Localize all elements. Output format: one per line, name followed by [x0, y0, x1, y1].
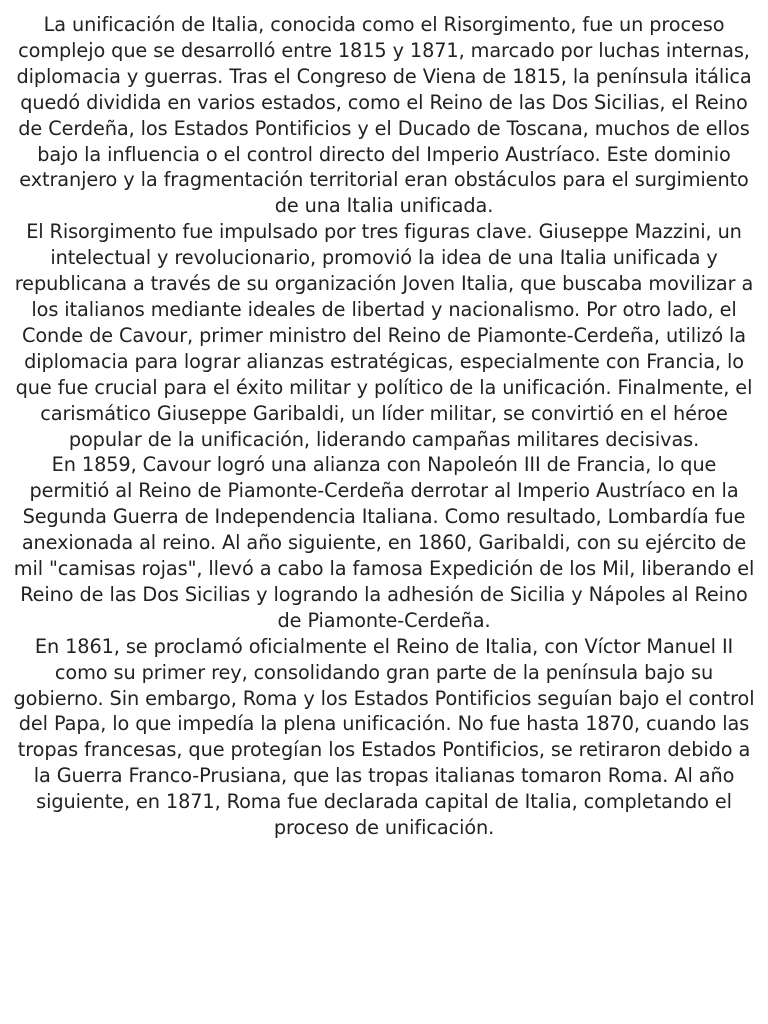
- paragraph-key-figures: El Risorgimento fue impulsado por tres figuras clave. Giuseppe Mazzini, un intelectual y revolucionario, promovió la idea de una Italia unificada y republicana a través de su organización Joven Italia, que buscaba movilizar a los italianos mediante ideales de libertad y nacionalismo. Por otro lado, el Conde de Cavour, primer ministro del Reino de Piamonte-Cerdeña, utilizó la diplomacia para lograr alianzas estratégicas, especialmente con Francia, lo que fue crucial para el éxito militar y político de la unificación. Finalmente, el carismático Giuseppe Garibaldi, un líder militar, se convirtió en el héroe popular de la unificación, liderando campañas militares decisivas.: [14, 220, 754, 451]
- document-body: [10, 12, 758, 841]
- paragraph-intro: La unificación de Italia, conocida como el Risorgimento, fue un proceso complejo que se desarrolló entre 1815 y 1871, marcado por luchas internas, diplomacia y guerras. Tras el Congreso de Viena de 1815, la península itálica quedó dividida en varios estados, como el Reino de las Dos Sicilias, el Reino de Cerdeña, los Estados Pontificios y el Ducado de Toscana, muchos de ellos bajo la influencia o el control directo del Imperio Austríaco. Este dominio extranjero y la fragmentación territorial eran obstáculos para el surgimiento de una Italia unificada.: [16, 13, 752, 218]
- paragraph-1859-1860: En 1859, Cavour logró una alianza con Napoleón III de Francia, lo que permitió al Reino de Piamonte-Cerdeña derrotar al Imperio Austríaco en la Segunda Guerra de Independencia Italiana. Como resultado, Lombardía fue anexionada al reino. Al año siguiente, en 1860, Garibaldi, con su ejército de mil "camisas rojas", llevó a cabo la famosa Expedición de los Mil, liberando el Reino de las Dos Sicilias y logrando la adhesión de Sicilia y Nápoles al Reino de Piamonte-Cerdeña.: [13, 453, 755, 632]
- paragraph-1861-1871: En 1861, se proclamó oficialmente el Reino de Italia, con Víctor Manuel II como su primer rey, consolidando gran parte de la península bajo su gobierno. Sin embargo, Roma y los Estados Pontificios seguían bajo el control del Papa, lo que impedía la plena unificación. No fue hasta 1870, cuando las tropas francesas, que protegían los Estados Pontificios, se retiraron debido a la Guerra Franco-Prusiana, que las tropas italianas tomaron Roma. Al año siguiente, en 1871, Roma fue declarada capital de Italia, completando el proceso de unificación.: [13, 634, 755, 840]
